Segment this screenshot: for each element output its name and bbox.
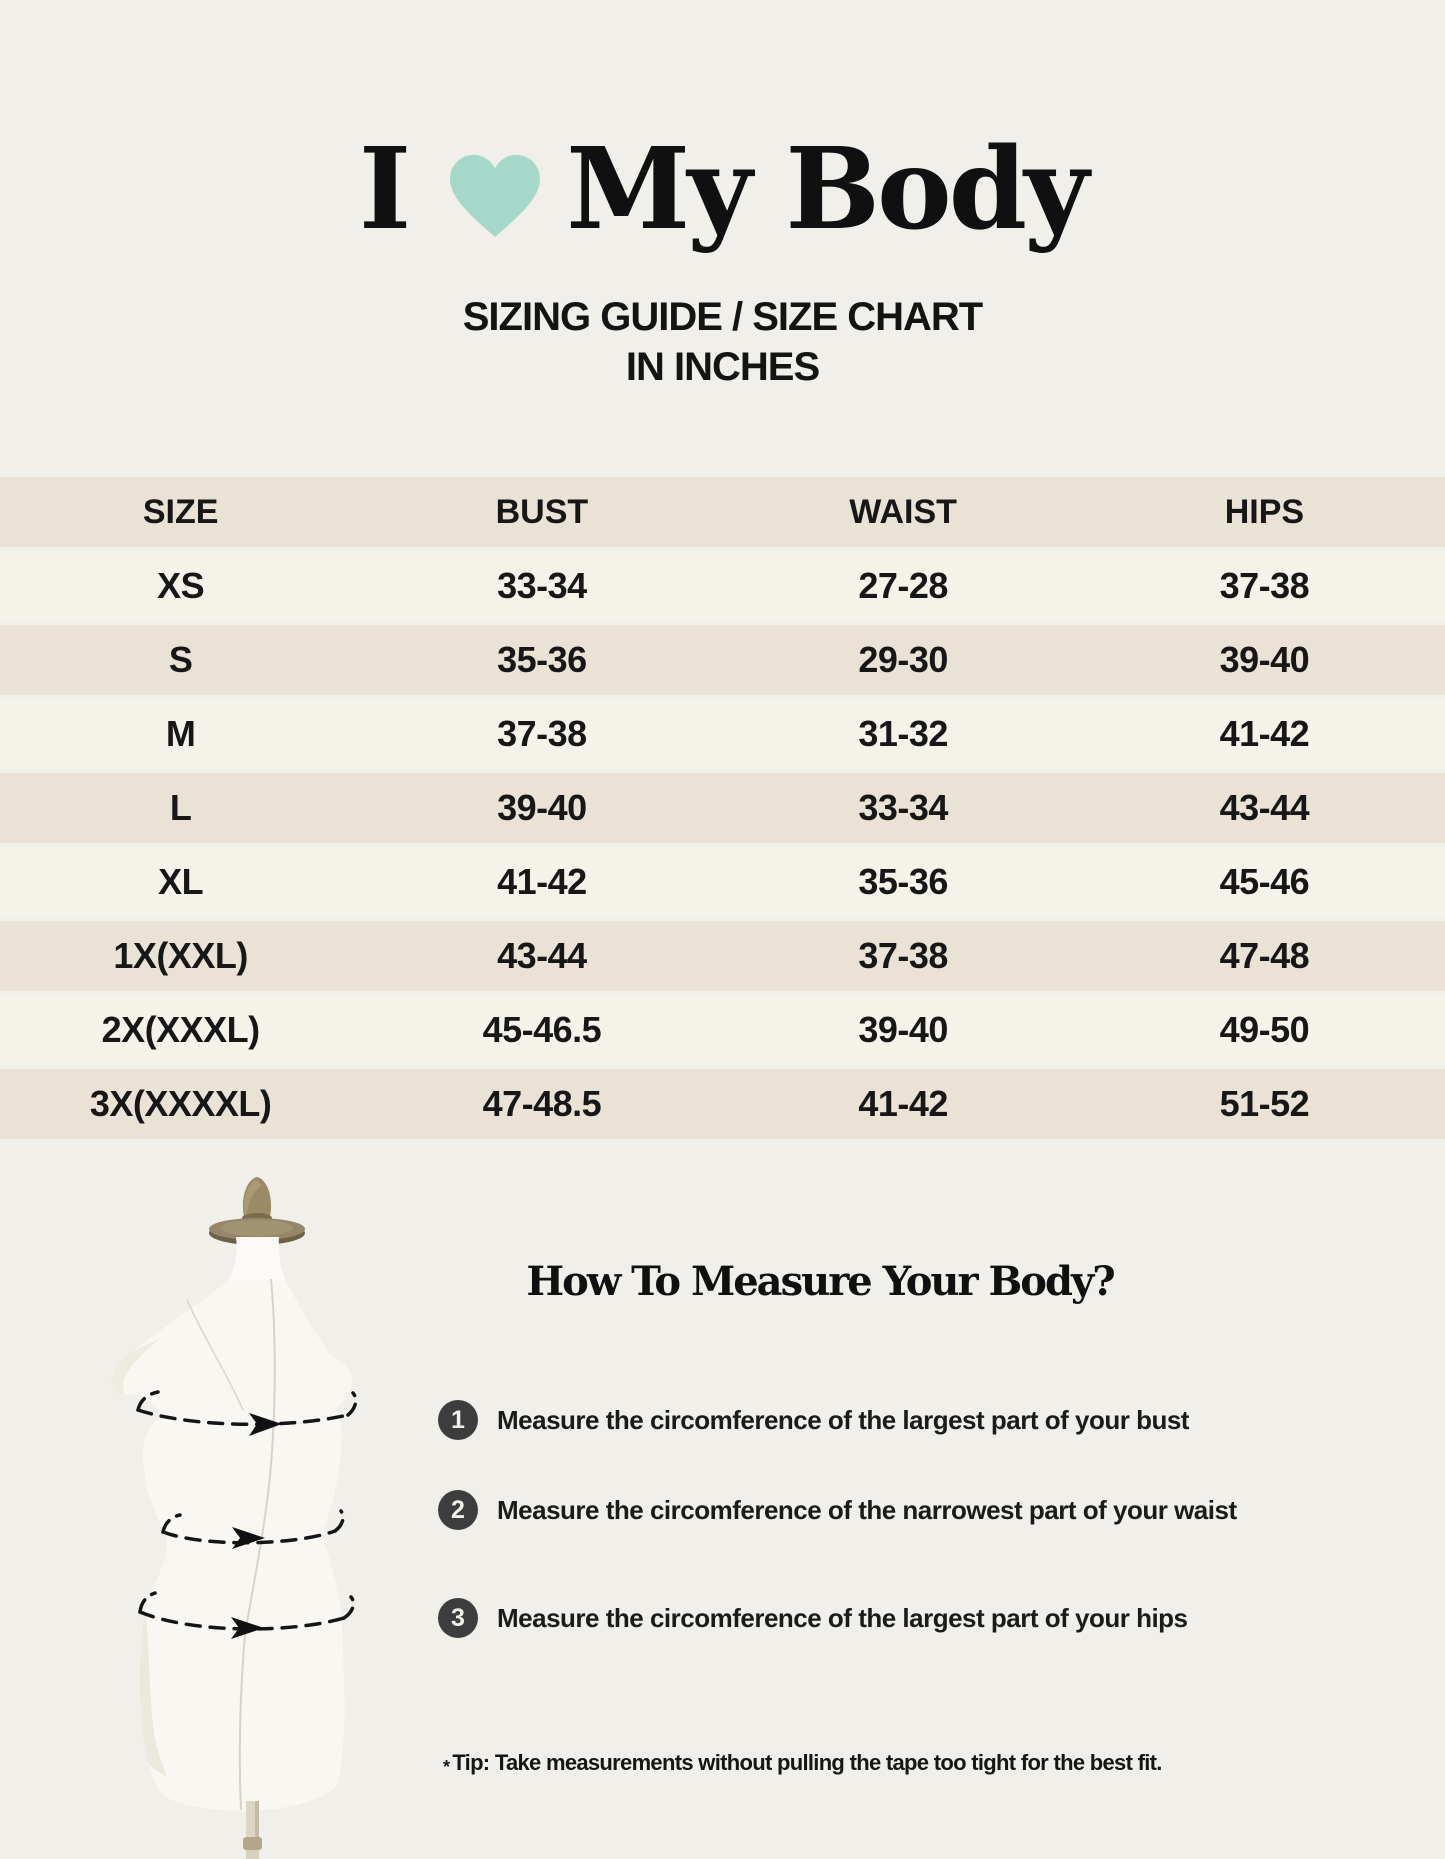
howto-heading: How To Measure Your Body?: [526, 1258, 1114, 1305]
step-text: Measure the circomference of the largest part of your hips: [497, 1602, 1188, 1633]
measure-tip: [443, 1750, 1162, 1776]
title-word-mybody: My Body: [566, 124, 1087, 255]
step-number-badge: 2: [438, 1490, 478, 1530]
waist-cell: 27-28: [858, 565, 948, 606]
page-title: [0, 124, 1445, 255]
hips-cell: 45-46: [1219, 861, 1310, 902]
hips-cell: 43-44: [1219, 787, 1310, 828]
waist-cell: 39-40: [858, 1009, 948, 1050]
column-header-hips: HIPS: [1224, 492, 1305, 531]
waist-cell: 35-36: [858, 861, 948, 902]
bust-cell: 33-34: [497, 565, 587, 606]
table-row: [0, 1069, 1445, 1139]
bust-cell: 41-42: [497, 861, 587, 902]
size-chart-table: [0, 477, 1445, 1143]
bust-cell: 37-38: [497, 713, 587, 754]
mannequin-neck: [229, 1237, 285, 1279]
table-row: [0, 625, 1445, 695]
table-row: [0, 921, 1445, 991]
bust-cell: 45-46.5: [482, 1009, 602, 1050]
size-cell: 1X(XXL): [113, 935, 248, 976]
size-cell: M: [165, 713, 196, 754]
table-row: [0, 773, 1445, 843]
step-number-badge: 1: [438, 1400, 478, 1440]
step-text: Measure the circomference of the largest part of your bust: [497, 1404, 1189, 1435]
size-cell: XS: [157, 565, 205, 606]
column-header-waist: WAIST: [849, 492, 957, 531]
mannequin-finial-icon: [209, 1177, 305, 1245]
hips-cell: 47-48: [1219, 935, 1310, 976]
heart-icon: [450, 154, 540, 240]
hips-cell: 49-50: [1219, 1009, 1310, 1050]
asterisk-icon: *: [443, 1757, 450, 1777]
mannequin-torso: [112, 1279, 352, 1811]
subtitle-line-2: IN INCHES: [625, 345, 820, 389]
table-row: [0, 847, 1445, 917]
step-number-badge: 3: [438, 1598, 478, 1638]
size-cell: XL: [158, 861, 204, 902]
bust-cell: 35-36: [497, 639, 587, 680]
bust-cell: 39-40: [497, 787, 587, 828]
size-cell: 3X(XXXXL): [89, 1083, 272, 1124]
measure-step-1: [438, 1400, 1189, 1440]
size-cell: L: [169, 787, 192, 828]
waist-cell: 31-32: [858, 713, 948, 754]
step-text: Measure the circomference of the narrowest part of your waist: [497, 1494, 1237, 1525]
waist-cell: 29-30: [858, 639, 948, 680]
bust-cell: 47-48.5: [482, 1083, 602, 1124]
table-row: [0, 995, 1445, 1065]
tip-text: Tip: Take measurements without pulling the tape too tight for the best fit.: [452, 1750, 1162, 1775]
size-chart-header-row: [0, 477, 1445, 547]
hips-cell: 37-38: [1219, 565, 1310, 606]
dress-form-mannequin: [85, 1165, 445, 1859]
column-header-bust: BUST: [495, 492, 589, 531]
table-row: [0, 551, 1445, 621]
hips-cell: 39-40: [1219, 639, 1310, 680]
waist-cell: 37-38: [858, 935, 948, 976]
bust-cell: 43-44: [497, 935, 587, 976]
title-word-i: I: [358, 124, 409, 255]
hips-cell: 41-42: [1219, 713, 1310, 754]
size-cell: 2X(XXXL): [101, 1009, 260, 1050]
measure-step-3: [438, 1598, 1188, 1638]
measure-step-2: [438, 1490, 1237, 1530]
waist-cell: 41-42: [858, 1083, 948, 1124]
subtitle: [0, 292, 1445, 392]
hips-cell: 51-52: [1219, 1083, 1310, 1124]
subtitle-line-1: SIZING GUIDE / SIZE CHART: [462, 295, 983, 339]
waist-cell: 33-34: [858, 787, 948, 828]
column-header-size: SIZE: [142, 492, 219, 531]
table-row: [0, 699, 1445, 769]
size-cell: S: [168, 639, 193, 680]
